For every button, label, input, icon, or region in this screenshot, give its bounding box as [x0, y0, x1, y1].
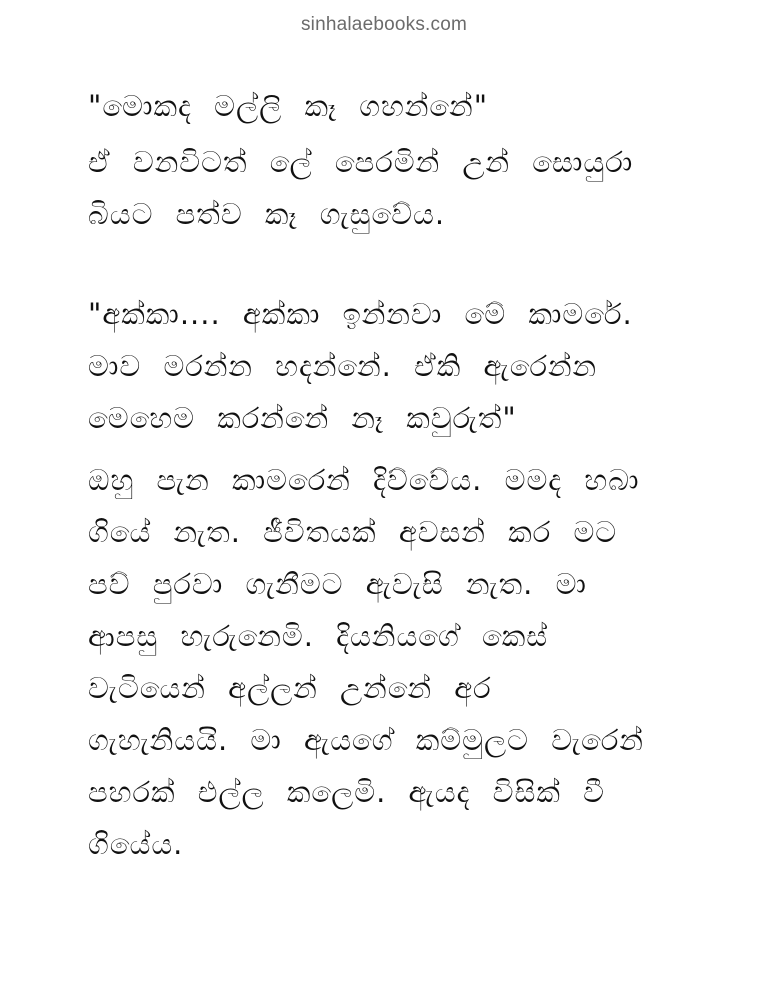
text-line: වැටියෙන් අල්ලන් උන්නේ අර	[88, 671, 492, 705]
text-line: "මොකද මල්ලි කෑ ගහන්නේ"	[88, 89, 489, 123]
text-line: පහරක් එල්ල කලෙමි. ඇයද විසික් වී	[88, 775, 605, 809]
text-line: මෙහෙම කරන්නේ නෑ කවුරුත්"	[88, 401, 517, 435]
text-line: පව් පුරවා ගැනීමට ඇවැසි නැත. මා	[88, 567, 587, 601]
text-line: මාව මරන්න හදන්නේ. ඒකි ඇරෙන්න	[88, 349, 598, 383]
text-line: ආපසු හැරුනෙමි. දියනියගේ කෙස්	[88, 619, 549, 653]
page-body	[88, 80, 688, 870]
text-line: ඔහු පැන කාමරෙන් දිව්වේය. මමද හබා	[88, 463, 640, 497]
text-line: බියට පත්ව කෑ ගැසුවේය.	[88, 197, 446, 231]
paragraph-2	[88, 136, 688, 240]
paragraph-3	[88, 288, 688, 444]
text-line: ගැහැනියයි. මා ඇයගේ කම්මුලට වැරෙන්	[88, 723, 644, 757]
paragraph-1	[88, 80, 688, 132]
text-line: ඒ වනවිටත් ලේ පෙරමින් උන් සොයුරා	[88, 145, 634, 179]
site-header: sinhalaebooks.com	[300, 14, 468, 35]
text-line: ගියේ නැත. ජීවිතයක් අවසන් කර මට	[88, 515, 618, 549]
paragraph-4	[88, 454, 688, 870]
text-line: ගියේය.	[88, 827, 184, 861]
text-line: "අක්කා.... අක්කා ඉන්නවා මේ කාමරේ.	[88, 297, 633, 331]
